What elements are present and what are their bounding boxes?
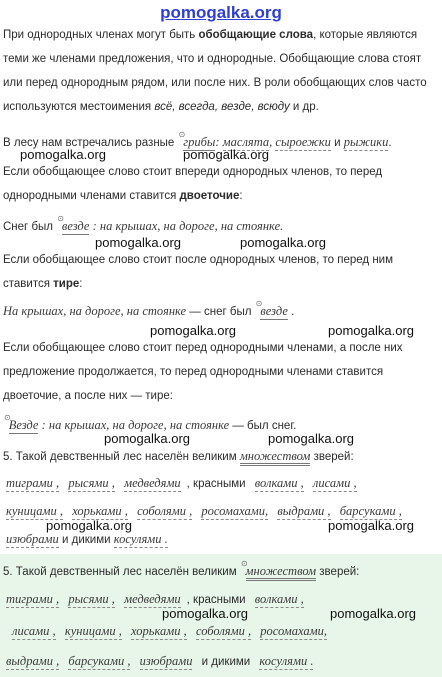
circle-mark-icon: ⊙ <box>4 413 11 422</box>
homogeneous-word: куницами , <box>64 624 122 638</box>
task-text: 5. Такой девственный лес населён великим <box>3 451 240 463</box>
homogeneous-word: сыроежки <box>275 135 331 149</box>
homogeneous-list: : на крышах, на дороге, на стоянке. <box>89 219 284 233</box>
punct: : <box>79 278 83 290</box>
intro-text: используются местоимения <box>3 101 155 113</box>
intro-bold-term: обобщающие слова <box>198 29 314 41</box>
homogeneous-word: барсуками , <box>339 504 402 518</box>
homogeneous-word: соболями , <box>137 504 193 518</box>
intro-line-2: теми же членами предложения, что и однородные. Обобщающие слова стоят <box>3 53 422 65</box>
generalizing-word: множеством <box>246 564 317 581</box>
punct: . <box>388 137 392 149</box>
task-1-heading <box>3 445 354 469</box>
homogeneous-list: На крышах, на дороге, на стоянке <box>3 304 187 318</box>
circle-mark-icon: ⊙ <box>255 299 263 308</box>
homogeneous-word: барсуками , <box>68 654 131 668</box>
intro-pronouns: всё, всегда, везде, всюду <box>154 101 290 113</box>
homogeneous-word: рысями , <box>68 592 115 606</box>
watermark: pomogalka.org <box>46 518 132 533</box>
circle-mark-icon: ⊙ <box>240 559 248 568</box>
conj: и <box>330 137 344 149</box>
task-text: зверей: <box>316 566 360 578</box>
watermark: pomogalka.org <box>150 323 236 338</box>
homogeneous-word: лисами , <box>12 624 56 638</box>
homogeneous-word: косулями . <box>259 654 314 668</box>
example-text: Снег был <box>3 221 57 233</box>
rule-1-line-2 <box>3 185 243 208</box>
circle-mark-icon: ⊙ <box>178 130 186 139</box>
rule-bold-term: двоеточие <box>179 190 240 202</box>
task-1-row-1 <box>6 472 363 496</box>
rule-3-line-2: предложение продолжается, то перед однородными членами ставится <box>3 366 384 378</box>
rule-bold-term: тире <box>53 278 80 290</box>
rule-1-line-1: Если обобщающее слово стоит впереди однородных членов, то перед <box>3 166 383 178</box>
example-3 <box>3 300 294 324</box>
punct: : <box>239 190 243 202</box>
task-text: 5. Такой девственный лес населён великим <box>3 566 240 578</box>
task-text: зверей: <box>310 451 354 463</box>
intro-text: , которые являются <box>313 29 418 41</box>
homogeneous-word: изюбрами <box>139 654 193 668</box>
intro-line-3: или перед однородным рядом, или после них. В роли обобщающих слов часто <box>3 77 427 89</box>
homogeneous-word: рысями , <box>68 476 115 490</box>
intro-line-4 <box>3 96 319 119</box>
homogeneous-word: тиграми , <box>6 592 60 606</box>
punct: , <box>269 135 276 149</box>
intro-text: При однородных членах могут быть <box>3 29 199 41</box>
task-1-row-3 <box>6 528 168 552</box>
homogeneous-list: : на крышах, на дороге, на стоянке <box>38 418 230 432</box>
generalizing-word: везде <box>260 304 288 318</box>
generalizing-word: множеством <box>240 449 311 466</box>
rule-3-line-1: Если обобщающее слово стоит перед однородными членами, а после них <box>3 342 403 354</box>
intro-line-1 <box>3 24 417 47</box>
homogeneous-word: хорьками , <box>72 504 128 518</box>
homogeneous-word: тиграми , <box>6 476 60 490</box>
watermark: pomogalka.org <box>268 431 354 446</box>
task-2-row-2 <box>12 620 333 644</box>
homogeneous-word: волками , <box>254 476 304 490</box>
watermark: pomogalka.org <box>104 431 190 446</box>
rule-2-line-2 <box>3 273 82 296</box>
homogeneous-word: соболями , <box>195 624 252 638</box>
task-text: , красными <box>186 478 246 490</box>
watermark: pomogalka.org <box>240 235 326 250</box>
site-title[interactable]: pomogalka.org <box>160 3 282 22</box>
homogeneous-word: выдрами , <box>277 504 331 518</box>
homogeneous-word: рыжики <box>343 135 389 149</box>
circle-mark-icon: ⊙ <box>57 214 64 223</box>
task-text: и дикими <box>58 534 114 546</box>
task-2-row-1 <box>6 588 310 612</box>
generalizing-word: грибы <box>183 135 216 149</box>
watermark: pomogalka.org <box>162 606 248 621</box>
rule-text: ставится <box>3 278 54 290</box>
homogeneous-word: росомахами, <box>260 624 328 638</box>
homogeneous-word: медведями <box>124 592 181 606</box>
example-text: В лесу нам встречались разные <box>3 137 178 149</box>
homogeneous-word: выдрами , <box>6 654 60 668</box>
homogeneous-word: хорьками , <box>131 624 187 638</box>
intro-text: и др. <box>289 101 319 113</box>
example-text: — снег был <box>186 306 255 318</box>
rule-text: однородными членами ставится <box>3 190 180 202</box>
example-text: — был снег. <box>229 420 297 432</box>
homogeneous-word: волками , <box>254 592 304 606</box>
homogeneous-word: медведями <box>124 476 181 490</box>
punct: . <box>287 306 295 318</box>
watermark: pomogalka.org <box>95 235 181 250</box>
watermark: pomogalka.org <box>20 147 106 162</box>
homogeneous-word: маслята <box>222 135 270 149</box>
generalizing-word: везде <box>61 219 90 233</box>
homogeneous-word: росомахами, <box>201 504 269 518</box>
watermark: pomogalka.org <box>328 518 414 533</box>
watermark: pomogalka.org <box>330 606 416 621</box>
task-text: , красными <box>186 594 246 606</box>
task-2-heading <box>3 560 359 584</box>
homogeneous-word: лисами , <box>312 476 357 490</box>
watermark: pomogalka.org <box>328 323 414 338</box>
watermark: pomogalka.org <box>183 147 269 162</box>
homogeneous-word: косулями . <box>113 532 168 546</box>
generalizing-word: Везде <box>8 418 39 432</box>
rule-3-line-3: двоеточие, а после них — тире: <box>3 390 173 402</box>
rule-2-line-1: Если обобщающее слово стоит после однородных членов, то перед ним <box>3 254 394 266</box>
homogeneous-word: куницами , <box>6 504 63 518</box>
homogeneous-word: изюбрами <box>6 532 59 546</box>
task-2-row-3 <box>6 650 319 674</box>
task-text: и дикими <box>198 656 254 668</box>
punct: : <box>215 135 223 149</box>
